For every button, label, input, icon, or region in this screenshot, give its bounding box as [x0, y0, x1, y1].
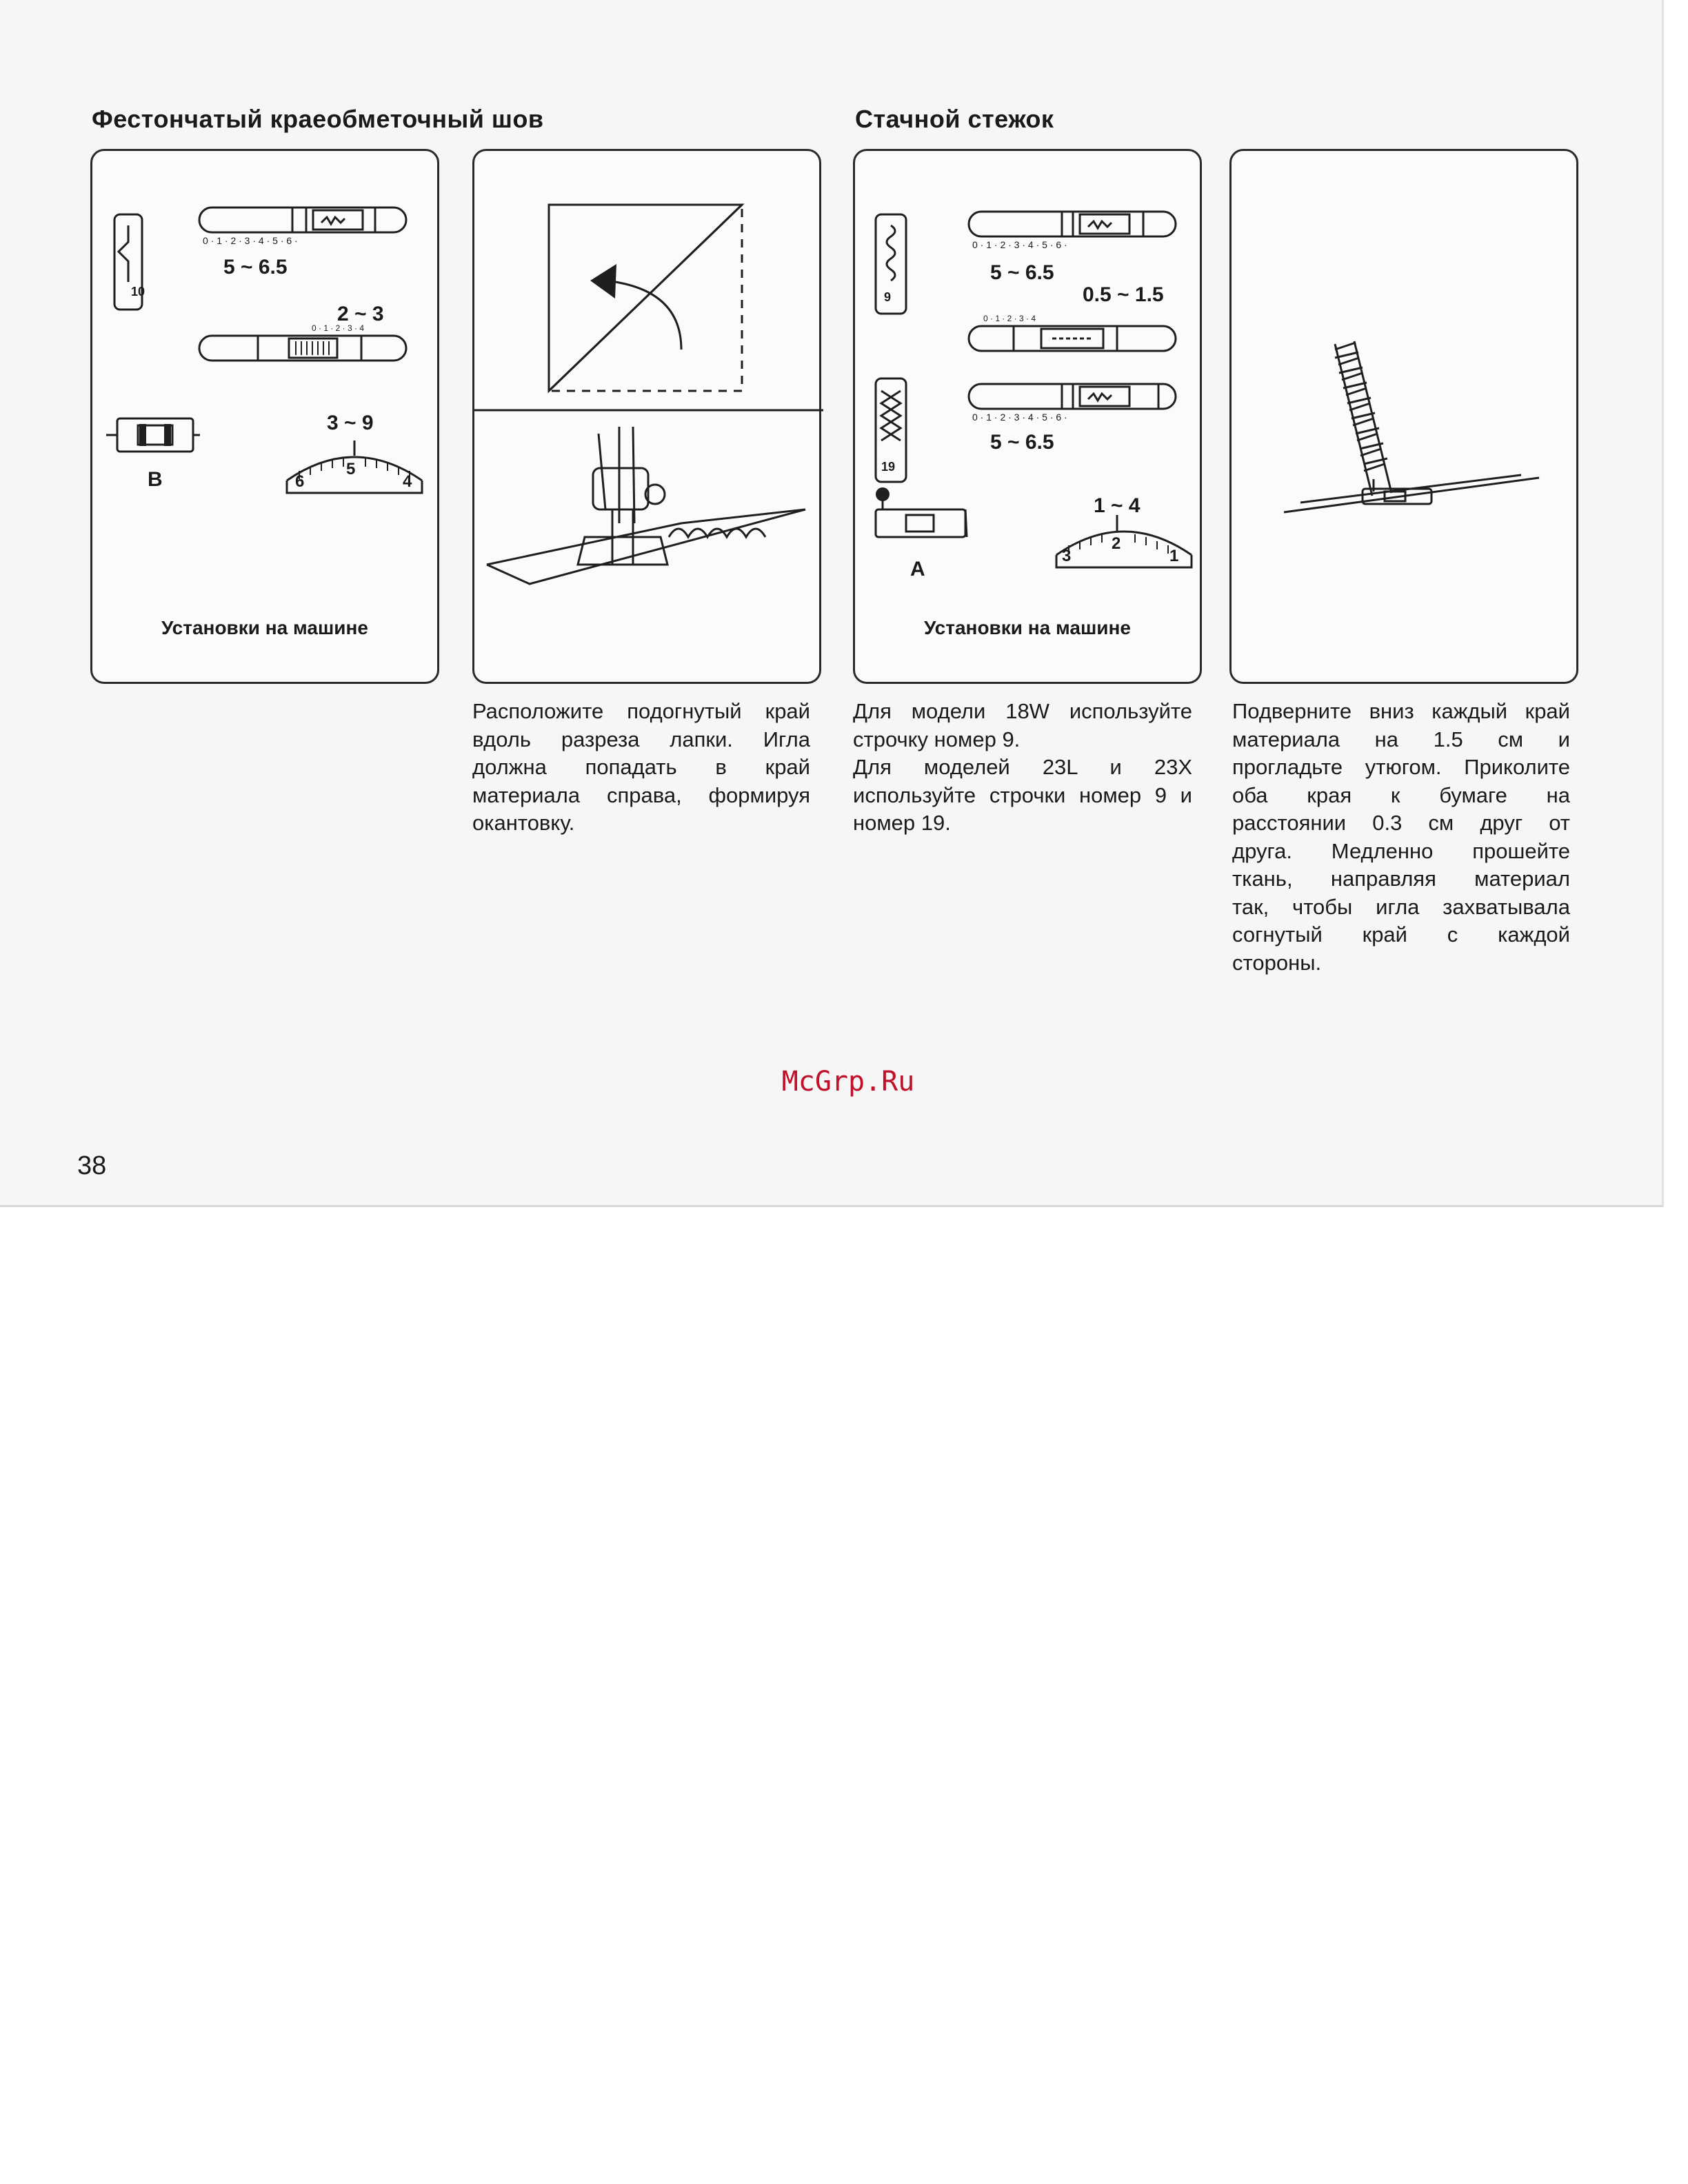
instruction-line: оба края к бумаге на — [1232, 782, 1570, 807]
heading-joining-stitch: Стачной стежок — [855, 105, 1054, 133]
width-scale-ticks-top: 0 · 1 · 2 · 3 · 4 · 5 · 6 · — [972, 239, 1067, 250]
instruction-line: материала на 1.5 см и — [1232, 727, 1570, 751]
page-number: 38 — [77, 1151, 107, 1180]
settings-caption: Установки на машине — [161, 617, 368, 638]
fold-and-sew-illustration — [474, 151, 823, 686]
instruction-line: так, чтобы игла захватывала — [1232, 894, 1570, 919]
fabric-edge — [487, 509, 805, 584]
width-range-bottom-value: 5 ~ 6.5 — [990, 431, 1054, 454]
fold-arrow-icon — [605, 281, 681, 350]
heading-scallop-seam: Фестончатый краеобметочный шов — [92, 105, 544, 133]
settings-panel-scallop — [90, 149, 439, 684]
dial-number-left-joining: 3 — [1062, 547, 1072, 565]
dial-number-right: 4 — [403, 472, 412, 491]
instruction-line: согнутый край с каждой — [1232, 922, 1570, 947]
overcast-stitch-icon — [887, 225, 895, 281]
dial-number-mid-joining: 2 — [1112, 534, 1121, 553]
instruction-line: расстоянии 0.3 см друг от — [1232, 811, 1570, 835]
dial-number-mid: 5 — [346, 460, 356, 478]
settings-panel-joining — [853, 149, 1202, 684]
illustration-panel-fold — [472, 149, 821, 684]
presser-foot-icon — [578, 427, 667, 565]
settings-illustration — [92, 151, 441, 686]
instruction-line: стороны. — [1232, 950, 1322, 975]
length-range-value: 2 ~ 3 — [337, 303, 384, 325]
length-scale-ticks: 0 · 1 · 2 · 3 · 4 — [312, 323, 365, 333]
tension-range-value: 3 ~ 9 — [327, 412, 374, 434]
instruction-line: используйте строчки номер 9 и — [853, 782, 1192, 807]
width-scale-ticks: 0 · 1 · 2 · 3 · 4 · 5 · 6 · — [203, 235, 298, 246]
width-scale-ticks-bottom: 0 · 1 · 2 · 3 · 4 · 5 · 6 · — [972, 412, 1067, 423]
illustration-panel-joining — [1229, 149, 1578, 684]
presser-foot-a-icon — [876, 487, 967, 537]
instruction-line: Для моделей 23L и 23X — [853, 755, 1192, 779]
scallop-stitch-icon — [119, 225, 128, 282]
paper-edge — [1284, 478, 1539, 512]
stitch-number-9-label: 9 — [884, 290, 892, 304]
instruction-line: вдоль разреза лапки. Игла — [472, 727, 810, 751]
dial-number-right-joining: 1 — [1169, 547, 1179, 565]
watermark-link[interactable]: McGrp.Ru — [781, 1066, 915, 1098]
length-range-joining-value: 0.5 ~ 1.5 — [1083, 283, 1164, 306]
dial-number-left: 6 — [295, 472, 305, 491]
instructions-joining — [1232, 698, 1570, 977]
settings-caption-joining: Установки на машине — [924, 617, 1131, 638]
instruction-line: строчку номер 9. — [853, 727, 1021, 751]
instruction-line: Расположите подогнутый край — [472, 699, 810, 723]
instruction-line: материала справа, формируя — [472, 782, 810, 807]
stitched-fabric-strip — [1335, 341, 1391, 496]
tension-range-joining-value: 1 ~ 4 — [1094, 494, 1141, 517]
presser-foot-b-icon — [106, 418, 200, 452]
instructions-fold — [472, 698, 810, 838]
stitch-number-label: 10 — [131, 285, 145, 299]
instruction-line: Подверните вниз каждый край — [1232, 699, 1570, 723]
length-scale-ticks-joining: 0 · 1 · 2 · 3 · 4 — [983, 314, 1036, 323]
instruction-line: прогладьте утюгом. Приколите — [1232, 755, 1570, 779]
width-range-value: 5 ~ 6.5 — [223, 256, 288, 279]
stitch-number-19-label: 19 — [881, 460, 896, 474]
instruction-line: номер 19. — [853, 811, 951, 835]
joining-stitch-illustration — [1232, 151, 1580, 686]
instruction-line: Для модели 18W используйте — [853, 699, 1192, 723]
instructions-model — [853, 698, 1192, 838]
width-range-top-value: 5 ~ 6.5 — [990, 261, 1054, 284]
foot-letter-label: B — [148, 468, 163, 491]
instruction-line: должна попадать в край — [472, 755, 810, 779]
foot-letter-a-label: A — [910, 558, 925, 580]
instruction-line: ткань, направляя материал — [1232, 867, 1570, 891]
cross-stitch-icon — [881, 391, 901, 441]
instruction-line: друга. Медленно прошейте — [1232, 838, 1570, 863]
instruction-line: окантовку. — [472, 811, 575, 835]
